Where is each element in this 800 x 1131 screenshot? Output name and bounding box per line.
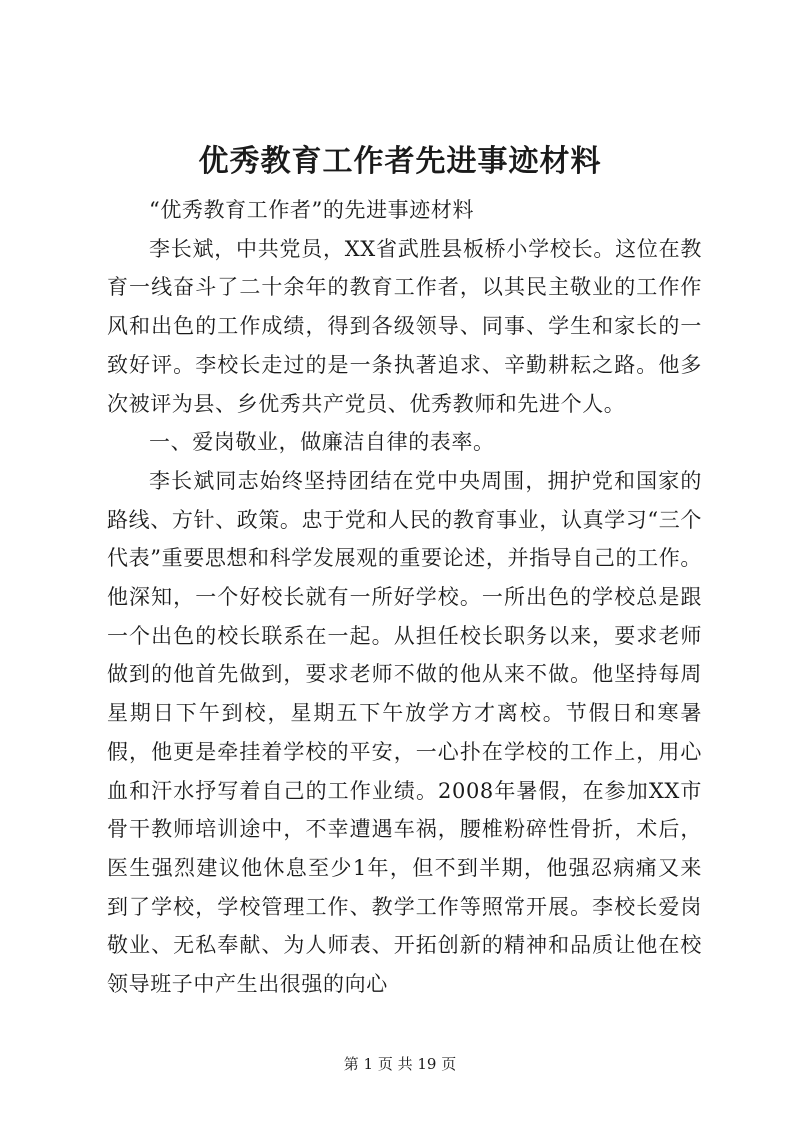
document-body — [107, 191, 702, 1004]
section-heading: 一、爱岗敬业，做廉洁自律的表率。 — [149, 430, 495, 455]
body-paragraph: 李长斌同志始终坚持团结在党中央周围，拥护党和国家的路线、方针、政策。忠于党和人民的教育事业，认真学习“三个代表”重要思想和科学发展观的重要论述，并指导自己的工作。他深知，一个好校长就有一所好学校。一所出色的学校总是跟一个出色的校长联系在一起。从担任校长职务以来，要求老师做到的他首先做到，要求老师不做的他从来不做。他坚持每周星期日下午到校，星期五下午放学方才离校。节假日和寒暑假，他更是牵挂着学校的平安，一心扑在学校的工作上，用心血和汗水抒写着自己的工作业绩。2008年暑假，在参加XX市骨干教师培训途中，不幸遭遇车祸，腰椎粉碎性骨折，术后，医生强烈建议他休息至少1年，但不到半期，他强忍病痛又来到了学校，学校管理工作、教学工作等照常开展。李校长爱岗敬业、无私奉献、为人师表、开拓创新的精神和品质让他在校领导班子中产生出很强的向心 — [107, 468, 702, 997]
page-footer: 第 1 页 共 19 页 — [343, 1055, 457, 1073]
intro-paragraph: 李长斌，中共党员，XX省武胜县板桥小学校长。这位在教育一线奋斗了二十余年的教育工作者，以其民主敬业的工作作风和出色的工作成绩，得到各级领导、同事、学生和家长的一致好评。李校长走过的是一条执著追求、辛勤耕耘之路。他多次被评为县、乡优秀共产党员、优秀教师和先进个人。 — [107, 236, 702, 416]
subtitle-paragraph: “优秀教育工作者”的先进事迹材料 — [149, 198, 475, 222]
document-title: 优秀教育工作者先进事迹材料 — [198, 144, 602, 179]
